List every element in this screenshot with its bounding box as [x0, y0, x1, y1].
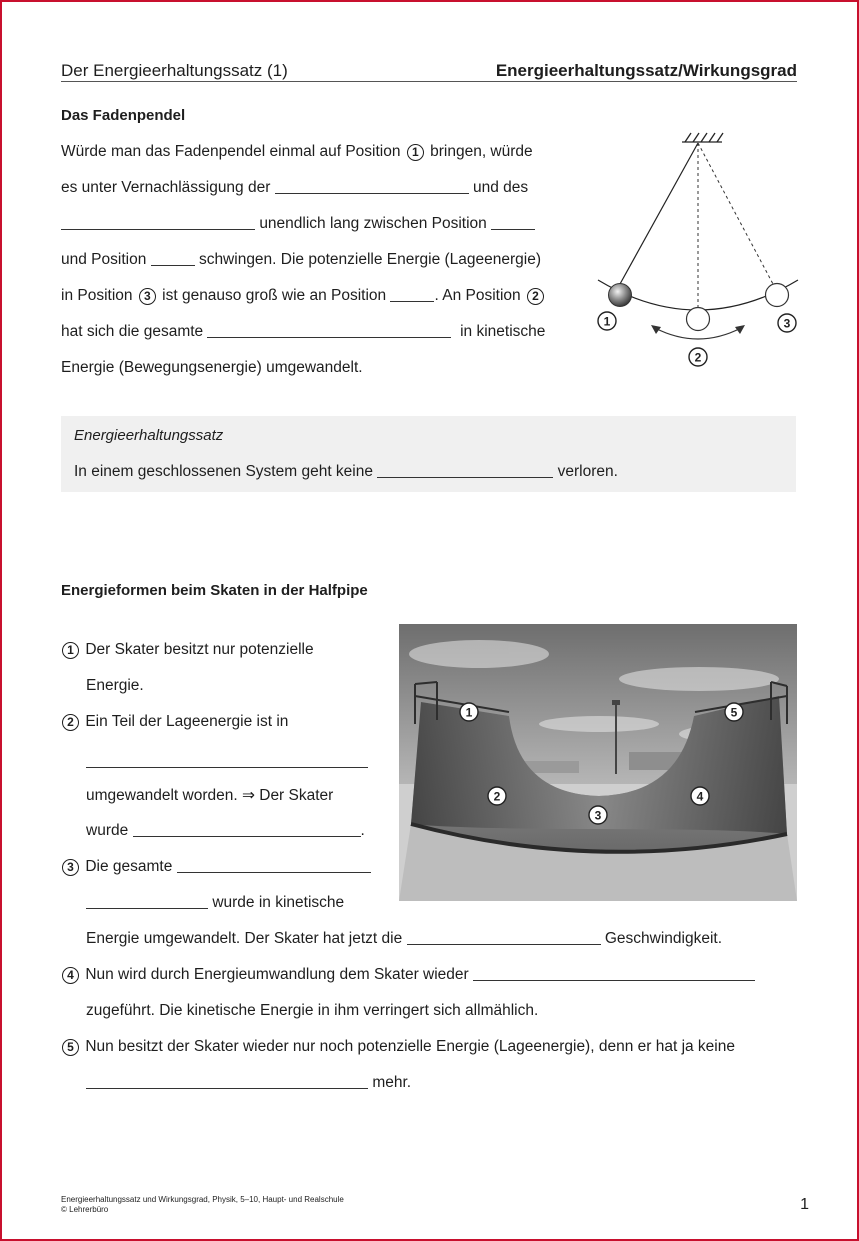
text: wurde [86, 822, 129, 839]
halfpipe-item-2-cont: umgewandelt worden. ⇒ Der Skater [86, 787, 334, 804]
answer-blank[interactable] [61, 228, 255, 230]
answer-blank[interactable] [177, 871, 371, 873]
pendulum-text-line-7: Energie (Bewegungsenergie) umgewandelt. [61, 359, 363, 376]
halfpipe-item-4-cont: zugeführt. Die kinetische Energie in ihm verringert sich allmählich. [86, 1002, 539, 1019]
label-text: 2 [694, 350, 702, 365]
definition-box-title: Energieerhaltungssatz [74, 427, 224, 444]
light-pole-lamp [612, 700, 620, 705]
text: in kinetische [460, 323, 546, 340]
answer-blank[interactable] [407, 943, 601, 945]
section1-heading: Das Fadenpendel [61, 107, 186, 124]
footer-credits [61, 1195, 344, 1215]
item-number: 1 [62, 642, 79, 659]
pendulum-label-2 [689, 348, 707, 366]
item-number: 5 [62, 1039, 79, 1056]
pendulum-text-line-5 [61, 287, 546, 305]
text: und des [473, 179, 529, 196]
label-text: 1 [603, 314, 611, 329]
pendulum-text-line-6 [61, 323, 545, 341]
text: in Position [61, 287, 133, 304]
halfpipe-item-3-cont-2 [86, 930, 722, 948]
halfpipe-photo [399, 624, 797, 901]
halfpipe-item-5-cont [86, 1074, 411, 1092]
text: es unter Vernachlässigung der [61, 179, 271, 196]
halfpipe-item-2-cont-2 [86, 822, 365, 840]
photo-label-1 [460, 703, 478, 721]
text: . [360, 822, 365, 839]
label-text: 3 [783, 316, 791, 331]
answer-blank[interactable] [86, 907, 208, 909]
answer-blank[interactable] [390, 300, 434, 302]
arrowhead-icon [651, 325, 661, 334]
text: Die gesamte [85, 858, 173, 875]
position-number: 2 [527, 288, 544, 305]
answer-blank[interactable] [207, 336, 451, 338]
text: Würde man das Fadenpendel einmal auf Position [61, 143, 401, 160]
text: Der Skater besitzt nur potenzielle [85, 641, 314, 658]
photo-label-2 [488, 787, 506, 805]
text: und Position [61, 251, 147, 268]
label-text: 3 [594, 808, 602, 823]
pendulum-label-1 [598, 312, 616, 330]
text: ist genauso groß wie an Position [162, 287, 387, 304]
position-number: 1 [407, 144, 424, 161]
answer-blank[interactable] [86, 767, 368, 768]
text: bringen, würde [430, 143, 533, 160]
label-text: 5 [730, 705, 738, 720]
answer-blank[interactable] [491, 228, 535, 230]
text: In einem geschlossenen System geht keine [74, 463, 373, 480]
position-number: 3 [139, 288, 156, 305]
label-text: 4 [696, 789, 704, 804]
halfpipe-item-1 [60, 641, 314, 659]
text: unendlich lang zwischen Position [259, 215, 487, 232]
item-number: 4 [62, 967, 79, 984]
ceiling-mount [682, 133, 723, 142]
pendulum-string [620, 143, 698, 284]
text: Energie umgewandelt. Der Skater hat jetzt die [86, 930, 403, 947]
text: Ein Teil der Lageenergie ist in [85, 713, 289, 730]
pendulum-text-line-1 [61, 143, 533, 161]
text: Geschwindigkeit. [604, 930, 722, 947]
answer-blank[interactable] [275, 192, 469, 194]
pendulum-ball-rest [687, 308, 710, 331]
footer-line-1: Energieerhaltungssatz und Wirkungsgrad, Physik, 5–10, Haupt- und Realschule [61, 1195, 344, 1204]
halfpipe-item-2 [60, 713, 288, 731]
answer-blank[interactable] [377, 476, 553, 478]
page-number: 1 [800, 1196, 809, 1213]
item-number: 3 [62, 859, 79, 876]
text: wurde in kinetische [212, 894, 345, 911]
answer-blank[interactable] [133, 835, 361, 837]
text: hat sich die gesamte [61, 323, 204, 340]
answer-blank[interactable] [151, 264, 195, 266]
halfpipe-item-5 [60, 1038, 735, 1056]
header-rule [61, 81, 797, 82]
footer-line-2: © Lehrerbüro [61, 1205, 109, 1214]
answer-blank[interactable] [473, 979, 755, 981]
header-left-title: Der Energieerhaltungssatz (1) [61, 61, 288, 80]
answer-blank[interactable] [86, 1087, 368, 1089]
photo-label-3 [589, 806, 607, 824]
label-text: 2 [493, 789, 501, 804]
text: . An Position [434, 287, 521, 304]
pendulum-string-right [698, 143, 773, 284]
halfpipe-item-3-cont [86, 894, 344, 912]
halfpipe-item-1-cont: Energie. [86, 677, 144, 694]
pendulum-diagram [585, 128, 805, 373]
pendulum-text-line-2 [61, 179, 528, 197]
photo-label-4 [691, 787, 709, 805]
text: schwingen. Die potenzielle Energie (Lageenergie) [198, 251, 542, 268]
header-right-title: Energieerhaltungssatz/Wirkungsgrad [495, 61, 797, 80]
text: Nun besitzt der Skater wieder nur noch potenzielle Energie (Lageenergie), denn er hat ja keine [85, 1038, 735, 1055]
text: verloren. [557, 463, 618, 480]
halfpipe-item-3 [60, 858, 371, 876]
pendulum-ball [609, 284, 632, 307]
halfpipe-item-4 [60, 966, 755, 984]
definition-box-text [74, 463, 618, 481]
pendulum-ball-right [766, 284, 789, 307]
text: mehr. [372, 1074, 412, 1091]
arrowhead-icon [735, 325, 745, 334]
section2-heading: Energieformen beim Skaten in der Halfpipe [61, 582, 368, 599]
label-text: 1 [465, 705, 473, 720]
item-number: 2 [62, 714, 79, 731]
photo-label-5 [725, 703, 743, 721]
pendulum-label-3 [778, 314, 796, 332]
text: Nun wird durch Energieumwandlung dem Skater wieder [85, 966, 469, 983]
pendulum-text-line-3 [61, 215, 535, 233]
pendulum-text-line-4 [61, 251, 541, 269]
